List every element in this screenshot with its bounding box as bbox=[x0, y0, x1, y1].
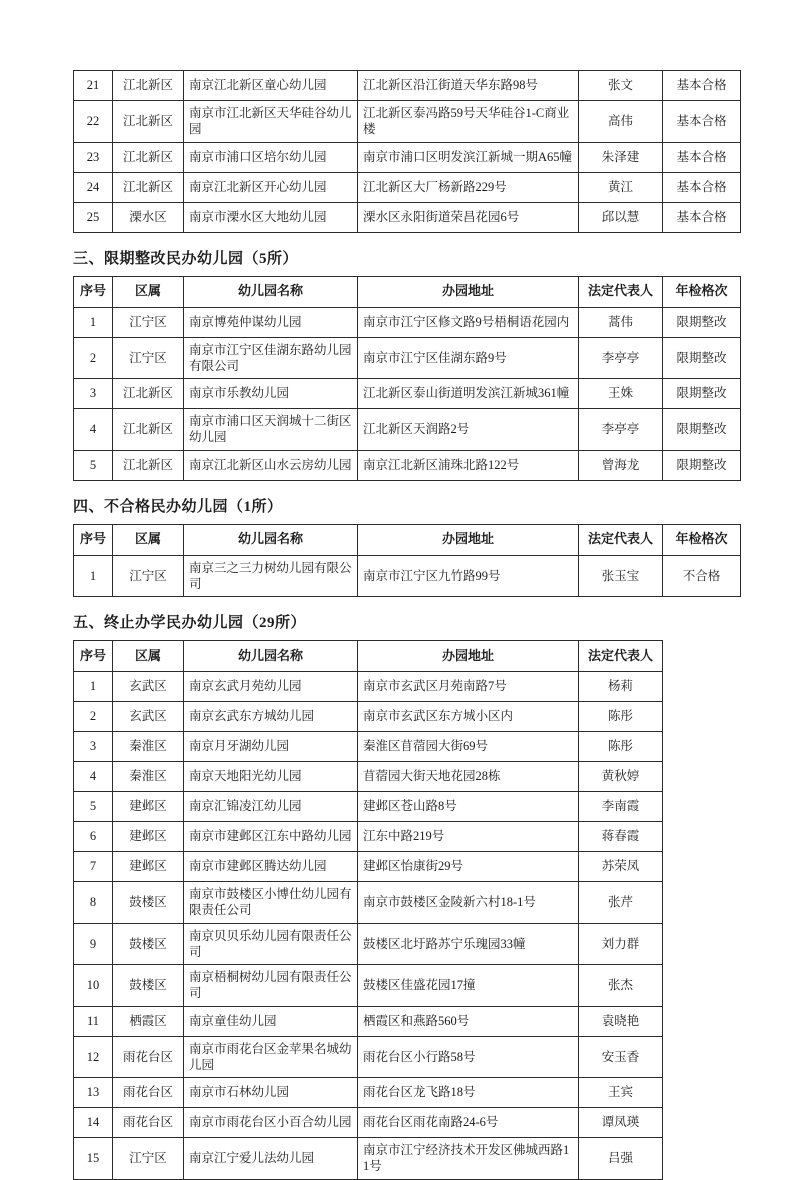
column-header: 办园地址 bbox=[358, 524, 579, 555]
table-cell: 8 bbox=[74, 882, 113, 924]
table-cell: 王姝 bbox=[579, 379, 663, 409]
table-cell: 南京贝贝乐幼儿园有限责任公司 bbox=[184, 923, 358, 965]
table-cell: 南京汇锦凌江幼儿园 bbox=[184, 792, 358, 822]
table-cell: 吕强 bbox=[579, 1138, 663, 1180]
table-cell: 2 bbox=[74, 337, 113, 379]
section-4-table bbox=[73, 524, 741, 598]
table-cell: 江北新区天润路2号 bbox=[358, 409, 579, 451]
table-cell: 安玉香 bbox=[579, 1036, 663, 1078]
table-cell: 南京市玄武区东方城小区内 bbox=[358, 702, 579, 732]
section-3-table bbox=[73, 276, 741, 481]
table-cell: 南京江北新区山水云房幼儿园 bbox=[184, 450, 358, 480]
column-header: 年检格次 bbox=[663, 276, 741, 307]
table-cell: 江北新区 bbox=[113, 101, 184, 143]
table-cell: 雨花台区 bbox=[113, 1108, 184, 1138]
column-header: 区属 bbox=[113, 524, 184, 555]
table-cell: 江东中路219号 bbox=[358, 822, 579, 852]
table-cell: 南京市溧水区大地幼儿园 bbox=[184, 202, 358, 232]
column-header: 区属 bbox=[113, 641, 184, 672]
table-row bbox=[74, 792, 663, 822]
table-cell: 李南霞 bbox=[579, 792, 663, 822]
table-cell: 陈彤 bbox=[579, 732, 663, 762]
table-cell: 6 bbox=[74, 822, 113, 852]
table-cell: 南京玄武月苑幼儿园 bbox=[184, 672, 358, 702]
table-cell: 7 bbox=[74, 852, 113, 882]
table-cell: 栖霞区 bbox=[113, 1006, 184, 1036]
table-cell: 基本合格 bbox=[663, 172, 741, 202]
table-cell: 雨花台区 bbox=[113, 1036, 184, 1078]
table-cell: 苜蓿园大街天地花园28栋 bbox=[358, 762, 579, 792]
table-cell: 建邺区 bbox=[113, 822, 184, 852]
column-header: 办园地址 bbox=[358, 276, 579, 307]
table-row bbox=[74, 702, 663, 732]
table-cell: 蒋春霞 bbox=[579, 822, 663, 852]
table-cell: 南京江宁爱儿法幼儿园 bbox=[184, 1138, 358, 1180]
table-cell: 高伟 bbox=[579, 101, 663, 143]
table-cell: 南京江北新区浦珠北路122号 bbox=[358, 450, 579, 480]
table-cell: 溧水区 bbox=[113, 202, 184, 232]
table-cell: 4 bbox=[74, 409, 113, 451]
table-cell: 限期整改 bbox=[663, 379, 741, 409]
table-cell: 南京市江宁区修文路9号梧桐语花园内 bbox=[358, 307, 579, 337]
table-cell: 南京江北新区开心幼儿园 bbox=[184, 172, 358, 202]
table-cell: 南京市江宁区佳湖东路9号 bbox=[358, 337, 579, 379]
table-cell: 玄武区 bbox=[113, 672, 184, 702]
table-cell: 4 bbox=[74, 762, 113, 792]
table-cell: 南京江北新区童心幼儿园 bbox=[184, 71, 358, 101]
table-cell: 1 bbox=[74, 672, 113, 702]
table-cell: 南京月牙湖幼儿园 bbox=[184, 732, 358, 762]
table-cell: 鼓楼区佳盛花园17撞 bbox=[358, 965, 579, 1007]
column-header: 序号 bbox=[74, 524, 113, 555]
table-row bbox=[74, 732, 663, 762]
table-cell: 邱以慧 bbox=[579, 202, 663, 232]
table-cell: 3 bbox=[74, 379, 113, 409]
table-cell: 南京市雨花台区小百合幼儿园 bbox=[184, 1108, 358, 1138]
table-cell: 1 bbox=[74, 555, 113, 597]
table-cell: 南京市浦口区明发滨江新城一期A65幢 bbox=[358, 142, 579, 172]
table-cell: 张芹 bbox=[579, 882, 663, 924]
table-cell: 建邺区苍山路8号 bbox=[358, 792, 579, 822]
column-header: 幼儿园名称 bbox=[184, 641, 358, 672]
section-3-title: 三、限期整改民办幼儿园（5所） bbox=[73, 250, 299, 267]
table-cell: 江北新区 bbox=[113, 409, 184, 451]
table-cell: 1 bbox=[74, 307, 113, 337]
table-cell: 10 bbox=[74, 965, 113, 1007]
table-cell: 溧水区永阳街道荣昌花园6号 bbox=[358, 202, 579, 232]
table-cell: 鼓楼区北圩路苏宁乐瑰园33幢 bbox=[358, 923, 579, 965]
table-cell: 雨花台区雨花南路24-6号 bbox=[358, 1108, 579, 1138]
table-cell: 雨花台区龙飞路18号 bbox=[358, 1078, 579, 1108]
column-header: 幼儿园名称 bbox=[184, 276, 358, 307]
table-row bbox=[74, 822, 663, 852]
table-cell: 鼓楼区 bbox=[113, 965, 184, 1007]
table-cell: 江北新区沿江街道天华东路98号 bbox=[358, 71, 579, 101]
table-row bbox=[74, 555, 741, 597]
table-cell: 5 bbox=[74, 792, 113, 822]
table-cell: 南京玄武东方城幼儿园 bbox=[184, 702, 358, 732]
table-cell: 曾海龙 bbox=[579, 450, 663, 480]
table-cell: 江北新区 bbox=[113, 172, 184, 202]
column-header: 法定代表人 bbox=[579, 276, 663, 307]
table-cell: 南京博苑仲谋幼儿园 bbox=[184, 307, 358, 337]
table-cell: 秦淮区 bbox=[113, 732, 184, 762]
table-cell: 2 bbox=[74, 702, 113, 732]
table-cell: 鼓楼区 bbox=[113, 882, 184, 924]
table-cell: 基本合格 bbox=[663, 202, 741, 232]
table-cell: 蒿伟 bbox=[579, 307, 663, 337]
column-header: 区属 bbox=[113, 276, 184, 307]
table-cell: 南京市浦口区天润城十二街区幼儿园 bbox=[184, 409, 358, 451]
table-cell: 朱泽建 bbox=[579, 142, 663, 172]
table-cell: 南京童佳幼儿园 bbox=[184, 1006, 358, 1036]
table-cell: 23 bbox=[74, 142, 113, 172]
table-row bbox=[74, 1138, 663, 1180]
section-5-table bbox=[73, 640, 663, 1180]
section-5-title: 五、终止办学民办幼儿园（29所） bbox=[73, 615, 307, 631]
table-cell: 限期整改 bbox=[663, 450, 741, 480]
table-cell: 12 bbox=[74, 1036, 113, 1078]
table-row bbox=[74, 202, 741, 232]
column-header: 序号 bbox=[74, 641, 113, 672]
table-cell: 南京市浦口区培尔幼儿园 bbox=[184, 142, 358, 172]
table-cell: 南京市江宁区佳湖东路幼儿园有限公司 bbox=[184, 337, 358, 379]
table-cell: 基本合格 bbox=[663, 101, 741, 143]
table-cell: 建邺区 bbox=[113, 852, 184, 882]
table-cell: 南京市江宁经济技术开发区佛城西路11号 bbox=[358, 1138, 579, 1180]
table-cell: 南京三之三力树幼儿园有限公司 bbox=[184, 555, 358, 597]
table-row bbox=[74, 762, 663, 792]
table-row bbox=[74, 307, 741, 337]
table-cell: 谭凤瑛 bbox=[579, 1108, 663, 1138]
table-cell: 21 bbox=[74, 71, 113, 101]
table-row bbox=[74, 337, 741, 379]
table-cell: 南京市玄武区月苑南路7号 bbox=[358, 672, 579, 702]
table-row bbox=[74, 1108, 663, 1138]
table-cell: 南京梧桐树幼儿园有限责任公司 bbox=[184, 965, 358, 1007]
table-cell: 陈彤 bbox=[579, 702, 663, 732]
table-cell: 南京天地阳光幼儿园 bbox=[184, 762, 358, 792]
table-cell: 基本合格 bbox=[663, 71, 741, 101]
table-cell: 江宁区 bbox=[113, 555, 184, 597]
table-cell: 南京市鼓楼区小博仕幼儿园有限责任公司 bbox=[184, 882, 358, 924]
column-header: 办园地址 bbox=[358, 641, 579, 672]
table-cell: 14 bbox=[74, 1108, 113, 1138]
table-cell: 建邺区 bbox=[113, 792, 184, 822]
table-cell: 建邺区怡康街29号 bbox=[358, 852, 579, 882]
table-cell: 限期整改 bbox=[663, 307, 741, 337]
table-row bbox=[74, 409, 741, 451]
table-row bbox=[74, 1036, 663, 1078]
table-row bbox=[74, 882, 663, 924]
table-cell: 江北新区泰山街道明发滨江新城361幢 bbox=[358, 379, 579, 409]
table-cell: 杨莉 bbox=[579, 672, 663, 702]
table-row bbox=[74, 965, 663, 1007]
table-cell: 24 bbox=[74, 172, 113, 202]
table-cell: 13 bbox=[74, 1078, 113, 1108]
table-cell: 江宁区 bbox=[113, 337, 184, 379]
table-cell: 雨花台区 bbox=[113, 1078, 184, 1108]
table-cell: 鼓楼区 bbox=[113, 923, 184, 965]
header-row bbox=[74, 641, 663, 672]
table-row bbox=[74, 142, 741, 172]
table-cell: 南京市建邺区腾达幼儿园 bbox=[184, 852, 358, 882]
table-cell: 南京市江北新区天华硅谷幼儿园 bbox=[184, 101, 358, 143]
table-cell: 李亭亭 bbox=[579, 409, 663, 451]
table-cell: 江北新区 bbox=[113, 71, 184, 101]
table-cell: 李亭亭 bbox=[579, 337, 663, 379]
header-row bbox=[74, 524, 741, 555]
table-cell: 南京市石林幼儿园 bbox=[184, 1078, 358, 1108]
column-header: 年检格次 bbox=[663, 524, 741, 555]
table-cell: 玄武区 bbox=[113, 702, 184, 732]
table-cell: 11 bbox=[74, 1006, 113, 1036]
table-cell: 江北新区 bbox=[113, 379, 184, 409]
table-cell: 江北新区泰冯路59号天华硅谷1-C商业楼 bbox=[358, 101, 579, 143]
table-cell: 基本合格 bbox=[663, 142, 741, 172]
table-row bbox=[74, 1006, 663, 1036]
table-cell: 张文 bbox=[579, 71, 663, 101]
column-header: 法定代表人 bbox=[579, 641, 663, 672]
table-cell: 22 bbox=[74, 101, 113, 143]
table-cell: 黄秋婷 bbox=[579, 762, 663, 792]
table-cell: 9 bbox=[74, 923, 113, 965]
continued-kindergarten-table bbox=[73, 70, 741, 233]
column-header: 幼儿园名称 bbox=[184, 524, 358, 555]
table-cell: 南京市江宁区九竹路99号 bbox=[358, 555, 579, 597]
table-cell: 南京市乐教幼儿园 bbox=[184, 379, 358, 409]
header-row bbox=[74, 276, 741, 307]
table-cell: 25 bbox=[74, 202, 113, 232]
table-cell: 南京市鼓楼区金陵新六村18-1号 bbox=[358, 882, 579, 924]
section-4-title: 四、不合格民办幼儿园（1所） bbox=[73, 498, 283, 515]
table-cell: 黄江 bbox=[579, 172, 663, 202]
table-cell: 南京市雨花台区金苹果名城幼儿园 bbox=[184, 1036, 358, 1078]
table-cell: 15 bbox=[74, 1138, 113, 1180]
table-row bbox=[74, 172, 741, 202]
table-cell: 南京市建邺区江东中路幼儿园 bbox=[184, 822, 358, 852]
table-cell: 雨花台区小行路58号 bbox=[358, 1036, 579, 1078]
table-cell: 刘力群 bbox=[579, 923, 663, 965]
table-row bbox=[74, 71, 741, 101]
table-row bbox=[74, 101, 741, 143]
table-row bbox=[74, 852, 663, 882]
table-cell: 不合格 bbox=[663, 555, 741, 597]
table-cell: 江北新区大厂杨新路229号 bbox=[358, 172, 579, 202]
table-cell: 江北新区 bbox=[113, 450, 184, 480]
table-cell: 栖霞区和燕路560号 bbox=[358, 1006, 579, 1036]
table-cell: 江宁区 bbox=[113, 1138, 184, 1180]
table-cell: 袁晓艳 bbox=[579, 1006, 663, 1036]
table-row bbox=[74, 379, 741, 409]
table-cell: 江北新区 bbox=[113, 142, 184, 172]
table-cell: 秦淮区 bbox=[113, 762, 184, 792]
table-cell: 秦淮区苜蓿园大街69号 bbox=[358, 732, 579, 762]
table-cell: 江宁区 bbox=[113, 307, 184, 337]
table-cell: 苏荣凤 bbox=[579, 852, 663, 882]
table-cell: 3 bbox=[74, 732, 113, 762]
table-cell: 张玉宝 bbox=[579, 555, 663, 597]
table-row bbox=[74, 672, 663, 702]
table-cell: 限期整改 bbox=[663, 337, 741, 379]
table-cell: 王宾 bbox=[579, 1078, 663, 1108]
table-row bbox=[74, 1078, 663, 1108]
table-cell: 5 bbox=[74, 450, 113, 480]
column-header: 序号 bbox=[74, 276, 113, 307]
table-row bbox=[74, 450, 741, 480]
column-header: 法定代表人 bbox=[579, 524, 663, 555]
table-cell: 限期整改 bbox=[663, 409, 741, 451]
table-cell: 张杰 bbox=[579, 965, 663, 1007]
table-row bbox=[74, 923, 663, 965]
